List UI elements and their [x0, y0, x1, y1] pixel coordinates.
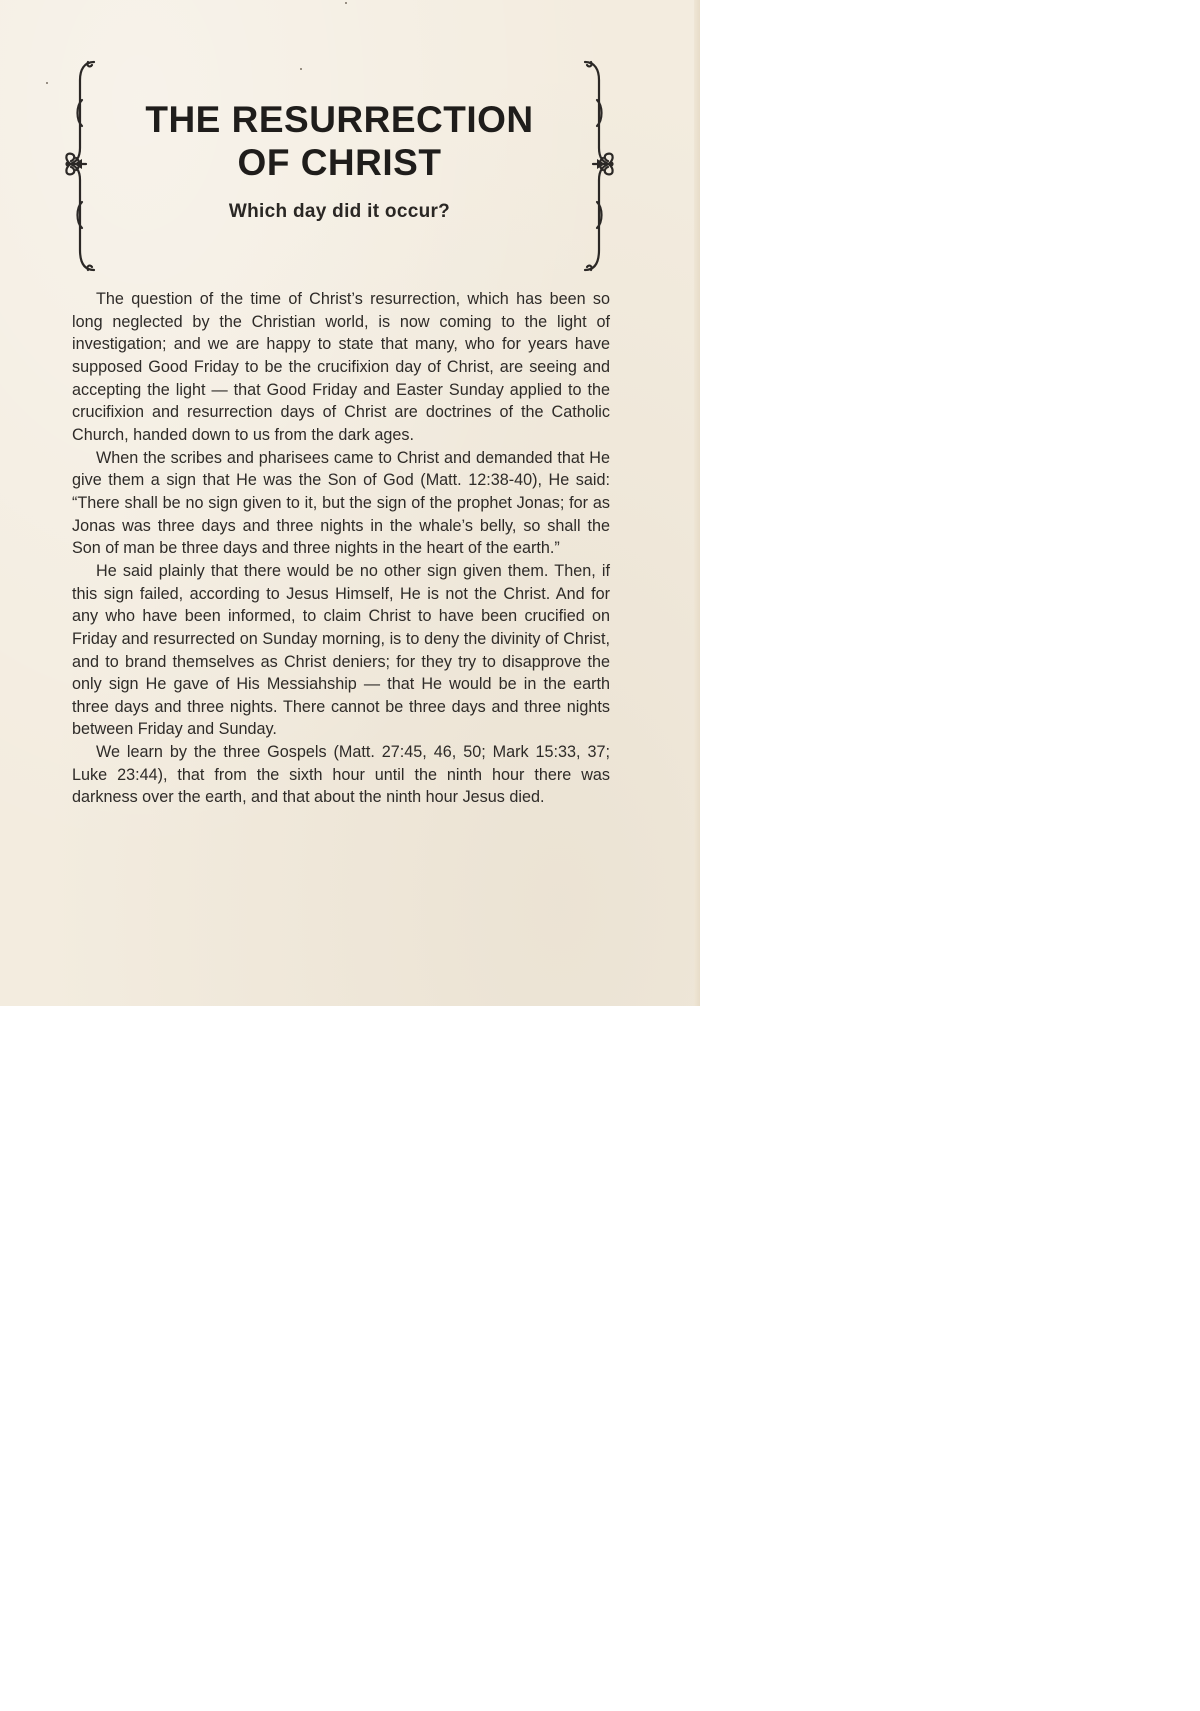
paragraph: He said plainly that there would be no other sign given them. Then, if this sign failed, according to Jesus Himself, He is not the Christ. And for any who have been informed, to claim Christ to have been crucified on Friday and resurrected on Sunday morning, is to deny the divinity of Christ, and to brand themselves as Christ deniers; for they try to disapprove the only sign He gave of His Messiahship — that He would be in the earth three days and three nights. There cannot be three days and three nights between Friday and Sunday.	[72, 561, 610, 739]
paragraph: We learn by the three Gospels (Matt. 27:45, 46, 50; Mark 15:33, 37; Luke 23:44), that from the sixth hour until the ninth hour there was darkness over the earth, and that about the ninth hour Jesus died.	[72, 743, 610, 807]
title-line-2: OF CHRIST	[237, 142, 442, 183]
title-line-1: THE RESURRECTION	[145, 99, 534, 140]
page-edge	[694, 0, 700, 1006]
page-title	[102, 98, 577, 184]
page-subtitle: Which day did it occur?	[228, 201, 451, 222]
paragraph: When the scribes and pharisees came to Christ and demanded that He give them a sign that He was the Son of God (Matt. 12:38-40), He said: “There shall be no sign given to it, but the sign of the prophet Jonas; for as Jonas was three days and three nights in the whale’s belly, so shall the Son of man be three days and three nights in the heart of the earth.”	[72, 448, 610, 558]
right-ornament-icon	[577, 60, 617, 272]
ink-speck	[46, 82, 48, 84]
article-body	[72, 288, 610, 809]
paragraph: The question of the time of Christ’s resurrection, which has been so long neglected by the Christian world, is now coming to the light of investigation; and we are happy to state that many, who for years have supposed Good Friday to be the crucifixion day of Christ, are seeing and accepting the light — that Good Friday and Easter Sunday applied to the crucifixion and resurrection days of Christ are doctrines of the Catholic Church, handed down to us from the dark ages.	[72, 290, 610, 444]
title-frame	[62, 60, 617, 272]
scanned-page	[0, 0, 700, 1006]
ink-speck	[345, 2, 347, 4]
left-ornament-icon	[62, 60, 102, 272]
